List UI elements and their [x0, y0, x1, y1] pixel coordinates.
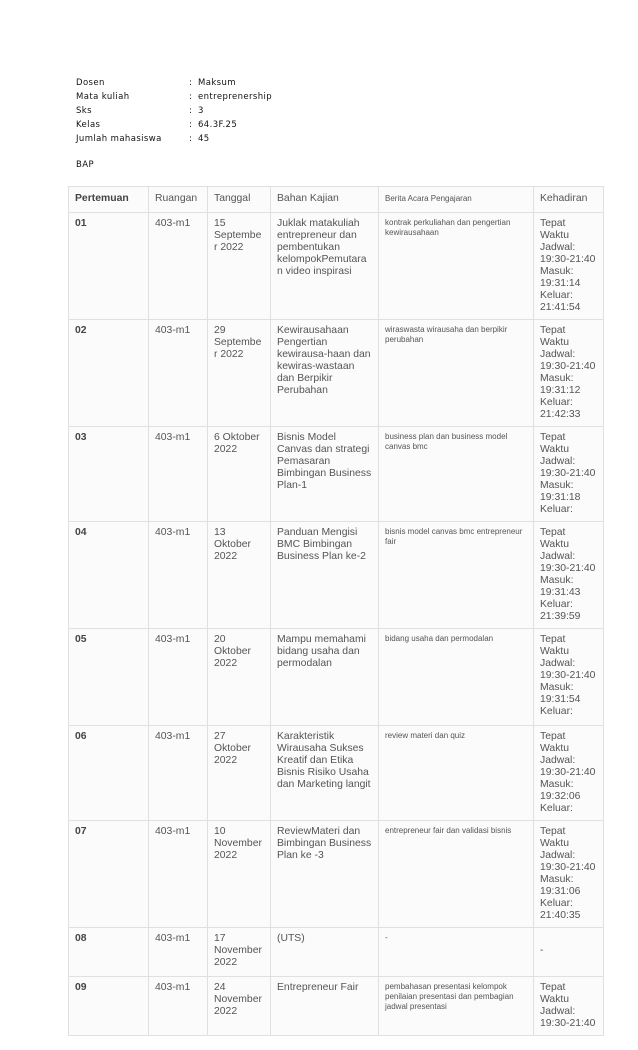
cell-pertemuan: 07 — [69, 821, 149, 928]
cell-tanggal: 24 November 2022 — [208, 977, 271, 1036]
kehadiran-keluar: Keluar: 21:40:35 — [540, 898, 581, 921]
header-ruangan: Ruangan — [149, 187, 208, 213]
info-label: Sks — [76, 106, 92, 116]
cell-pertemuan: 08 — [69, 928, 149, 977]
cell-berita: wiraswasta wirausaha dan berpikir perubahan — [379, 320, 534, 427]
kehadiran-keluar: Keluar: 21:41:54 — [540, 290, 581, 313]
table-row — [69, 320, 604, 427]
cell-ruangan: 403-m1 — [149, 522, 208, 629]
cell-bahan: Panduan Mengisi BMC Bimbingan Business Plan ke-2 — [271, 522, 379, 629]
cell-pertemuan: 01 — [69, 213, 149, 320]
info-row-mata-kuliah: Mata kuliah : entreprenership — [76, 92, 273, 102]
table-row — [69, 213, 604, 320]
info-value: 45 — [198, 134, 210, 144]
kehadiran-jadwal: Jadwal: 19:30-21:40 — [540, 551, 596, 574]
cell-kehadiran — [534, 522, 604, 629]
cell-bahan: Karakteristik Wirausaha Sukses Kreatif dan Etika Bisnis Risiko Usaha dan Marketing langit — [271, 726, 379, 821]
cell-berita: pembahasan presentasi kelompok penilaian presentasi dan pembagian jadwal presentasi — [379, 977, 534, 1036]
header-tanggal: Tanggal — [208, 187, 271, 213]
cell-berita: bidang usaha dan permodalan — [379, 629, 534, 726]
cell-tanggal: 20 Oktober 2022 — [208, 629, 271, 726]
kehadiran-masuk: Masuk: 19:31:14 — [540, 266, 581, 289]
cell-ruangan: 403-m1 — [149, 726, 208, 821]
table-row — [69, 726, 604, 821]
cell-pertemuan: 05 — [69, 629, 149, 726]
info-value: entreprenership — [198, 92, 273, 102]
table-row — [69, 522, 604, 629]
info-value: 64.3F.25 — [198, 120, 238, 130]
kehadiran-status: Tepat Waktu — [540, 432, 570, 455]
course-info — [76, 76, 272, 146]
kehadiran-keluar: Keluar: — [540, 504, 573, 515]
kehadiran-keluar: Keluar: — [540, 706, 573, 717]
cell-ruangan: 403-m1 — [149, 629, 208, 726]
header-bahan-kajian: Bahan Kajian — [271, 187, 379, 213]
table-row — [69, 977, 604, 1036]
info-row-dosen: Dosen : Maksum — [76, 78, 236, 88]
cell-tanggal: 6 Oktober 2022 — [208, 427, 271, 522]
cell-bahan: Entrepreneur Fair — [271, 977, 379, 1036]
kehadiran-jadwal: Jadwal: 19:30-21:40 — [540, 755, 596, 778]
cell-kehadiran — [534, 928, 604, 977]
kehadiran-masuk: Masuk: 19:31:06 — [540, 874, 581, 897]
cell-kehadiran — [534, 726, 604, 821]
cell-berita: business plan dan business model canvas bmc — [379, 427, 534, 522]
cell-kehadiran — [534, 977, 604, 1036]
cell-bahan: ReviewMateri dan Bimbingan Business Plan ke -3 — [271, 821, 379, 928]
cell-kehadiran — [534, 629, 604, 726]
cell-pertemuan: 06 — [69, 726, 149, 821]
header-pertemuan: Pertemuan — [69, 187, 149, 213]
cell-kehadiran — [534, 821, 604, 928]
cell-tanggal: 13 Oktober 2022 — [208, 522, 271, 629]
info-label: Jumlah mahasiswa — [76, 134, 162, 144]
kehadiran-jadwal: Jadwal: 19:30-21:40 — [540, 349, 596, 372]
cell-berita: entrepreneur fair dan validasi bisnis — [379, 821, 534, 928]
info-value: Maksum — [198, 78, 236, 88]
cell-bahan: Juklak matakuliah entrepreneur dan pembentukan kelompokPemutaran video inspirasi — [271, 213, 379, 320]
cell-tanggal: 15 September 2022 — [208, 213, 271, 320]
cell-kehadiran — [534, 213, 604, 320]
kehadiran-masuk: Masuk: 19:31:43 — [540, 575, 581, 598]
kehadiran-jadwal: Jadwal: 19:30-21:40 — [540, 658, 596, 681]
table-row — [69, 629, 604, 726]
cell-kehadiran — [534, 320, 604, 427]
header-berita-acara: Berita Acara Pengajaran — [379, 187, 534, 213]
kehadiran-masuk: - — [540, 945, 544, 956]
cell-ruangan: 403-m1 — [149, 213, 208, 320]
cell-berita: bisnis model canvas bmc entrepreneur fair — [379, 522, 534, 629]
kehadiran-masuk: Masuk: 19:31:12 — [540, 373, 581, 396]
cell-bahan: Kewirausahaan Pengertian kewirausa-haan dan kewiras-wastaan dan Berpikir Perubahan — [271, 320, 379, 427]
kehadiran-masuk: Masuk: 19:31:18 — [540, 480, 581, 503]
kehadiran-status: Tepat Waktu — [540, 982, 570, 1005]
cell-tanggal: 29 September 2022 — [208, 320, 271, 427]
cell-tanggal: 27 Oktober 2022 — [208, 726, 271, 821]
kehadiran-masuk: Masuk: 19:31:54 — [540, 682, 581, 705]
table-row — [69, 427, 604, 522]
cell-ruangan: 403-m1 — [149, 928, 208, 977]
kehadiran-jadwal: Jadwal: 19:30-21:40 — [540, 1006, 596, 1029]
cell-bahan: Mampu memahami bidang usaha dan permodalan — [271, 629, 379, 726]
info-row-sks: Sks : 3 — [76, 106, 204, 116]
kehadiran-jadwal: Jadwal: 19:30-21:40 — [540, 456, 596, 479]
cell-bahan: (UTS) — [271, 928, 379, 977]
kehadiran-status: Tepat Waktu — [540, 826, 570, 849]
kehadiran-masuk: Masuk: 19:32:06 — [540, 779, 581, 802]
info-label: Dosen — [76, 78, 105, 88]
kehadiran-status: Tepat Waktu — [540, 634, 570, 657]
cell-pertemuan: 04 — [69, 522, 149, 629]
kehadiran-keluar: Keluar: — [540, 803, 573, 814]
cell-ruangan: 403-m1 — [149, 821, 208, 928]
info-value: 3 — [198, 106, 204, 116]
kehadiran-jadwal: Jadwal: 19:30-21:40 — [540, 242, 596, 265]
kehadiran-jadwal: Jadwal: 19:30-21:40 — [540, 850, 596, 873]
cell-ruangan: 403-m1 — [149, 320, 208, 427]
kehadiran-status: Tepat Waktu — [540, 218, 570, 241]
kehadiran-keluar: Keluar: 21:39:59 — [540, 599, 581, 622]
cell-tanggal: 10 November 2022 — [208, 821, 271, 928]
cell-ruangan: 403-m1 — [149, 977, 208, 1036]
info-row-kelas: Kelas : 64.3F.25 — [76, 120, 238, 130]
kehadiran-status: Tepat Waktu — [540, 731, 570, 754]
table-row — [69, 928, 604, 977]
cell-pertemuan: 02 — [69, 320, 149, 427]
kehadiran-keluar: Keluar: 21:42:33 — [540, 397, 581, 420]
cell-berita: - — [379, 928, 534, 977]
kehadiran-status: Tepat Waktu — [540, 325, 570, 348]
cell-pertemuan: 09 — [69, 977, 149, 1036]
header-kehadiran: Kehadiran — [534, 187, 604, 213]
bap-table — [68, 186, 604, 1036]
kehadiran-status: Tepat Waktu — [540, 527, 570, 550]
table-row — [69, 821, 604, 928]
cell-kehadiran — [534, 427, 604, 522]
info-label: Mata kuliah — [76, 92, 130, 102]
cell-pertemuan: 03 — [69, 427, 149, 522]
table-header-row — [69, 187, 604, 213]
info-row-jumlah-mahasiswa: Jumlah mahasiswa : 45 — [76, 134, 210, 144]
cell-berita: kontrak perkuliahan dan pengertian kewirausahaan — [379, 213, 534, 320]
info-label: Kelas — [76, 120, 101, 130]
section-title: BAP — [76, 160, 94, 170]
cell-ruangan: 403-m1 — [149, 427, 208, 522]
cell-berita: review materi dan quiz — [379, 726, 534, 821]
cell-tanggal: 17 November 2022 — [208, 928, 271, 977]
cell-bahan: Bisnis Model Canvas dan strategi Pemasaran Bimbingan Business Plan-1 — [271, 427, 379, 522]
